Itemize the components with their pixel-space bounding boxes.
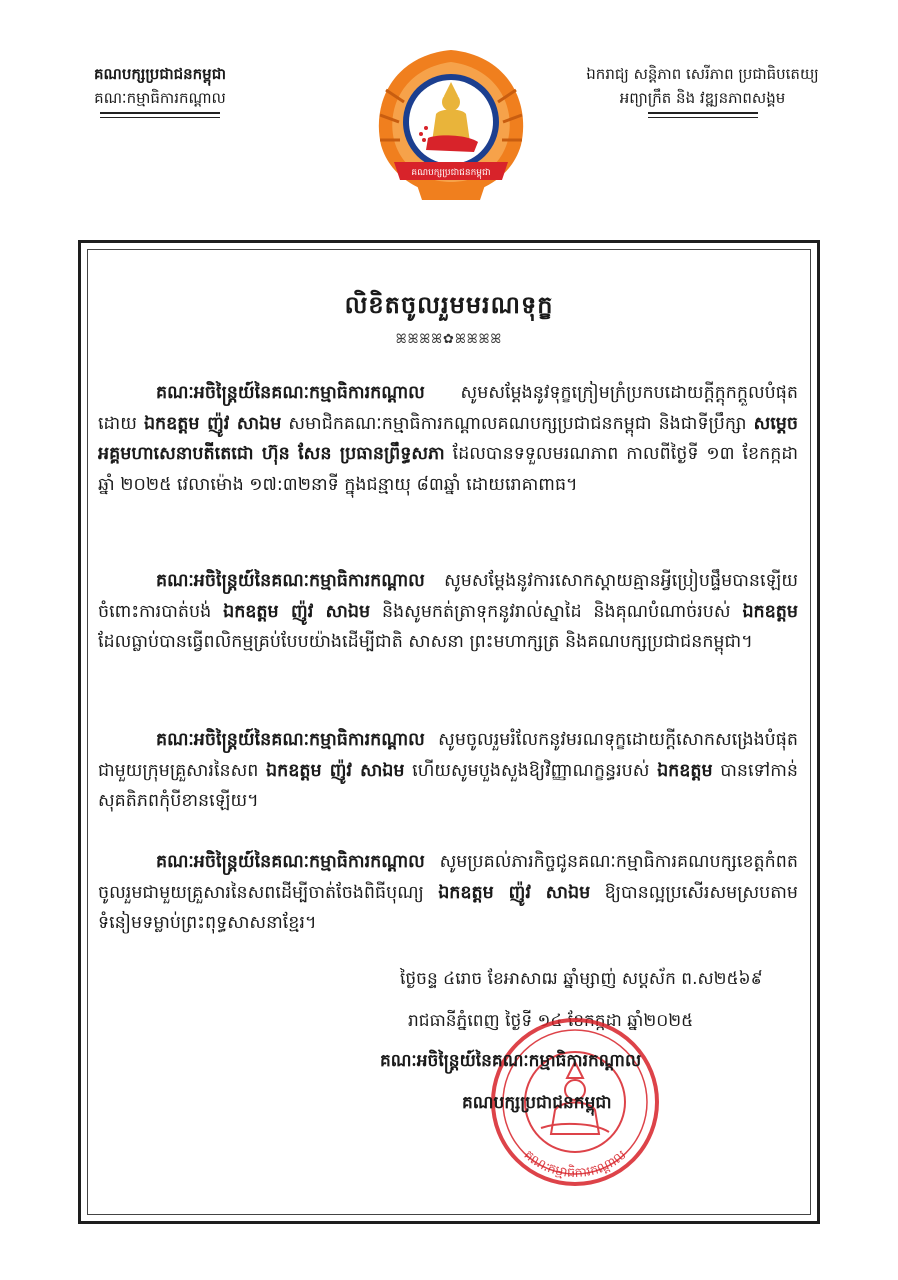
place-date: រាជធានីភ្នំពេញ ថ្ងៃទី ១៤ ខែកក្កដា ឆ្នាំ២០២៥ [408, 1011, 694, 1031]
paragraph-lead: គណៈអចិន្ត្រៃយ៍នៃគណៈកម្មាធិការកណ្តាល [156, 571, 425, 591]
deceased-name: ឯកឧត្តម ញ៉ូវ សាឯម [266, 760, 405, 781]
party-name: គណបក្សប្រជាជនកម្ពុជា [94, 65, 226, 83]
paragraph-lead: គណៈអចិន្ត្រៃយ៍នៃគណៈកម្មាធិការកណ្តាល [156, 383, 425, 403]
paragraph-3 [98, 725, 798, 817]
deceased-title: ឯកឧត្តម [657, 760, 713, 781]
title-ornament: ꕤꕤꕤꕤ✿ꕤꕤꕤꕤ [395, 332, 503, 347]
paragraph-4 [98, 847, 798, 939]
header-motto [555, 62, 850, 118]
header-right-rule [648, 112, 758, 114]
lunar-date: ថ្ងៃចន្ទ ៤រោច ខែអាសាឍ ឆ្នាំម្សាញ់ សប្តស័ក ព.ស២៥៦៩ [400, 969, 763, 989]
paragraph-text: សូមប្រគល់ភារកិច្ចជូនគណៈកម្មាធិការគណបក្សខេត្តកំពត ចូលរួមជាមួយគ្រួសារនៃសពដើម្បីចាត់ចែងពិធីបុណ្យ [98, 852, 798, 903]
paragraph-text: បានទៅកាន់សុគតិភពកុំបីខានឡើយ។ [98, 760, 798, 811]
deceased-name: ឯកឧត្តម ញ៉ូវ សាឯម [223, 601, 371, 622]
deceased-title: ឯកឧត្តម [742, 601, 798, 622]
header-party-name [60, 62, 260, 118]
logo-banner-text: គណបក្សប្រជាជនកម្ពុជា [411, 168, 491, 178]
paragraph-text: ដែលបានទទួលមរណភាព កាលពីថ្ងៃទី ១៣ ខែកក្កដា ឆ្នាំ ២០២៥ វេលាម៉ោង ១៧:៣២នាទី ក្នុងជន្មាយុ ៨៣ឆ្នាំ ដោយរោគាពាធ។ [98, 444, 798, 495]
paragraph-text: សូមសម្តែងនូវទុក្ខក្រៀមក្រំប្រកបដោយក្តីក្តុកក្តួលបំផុតដោយ [98, 383, 798, 434]
paragraph-text: និងសូមកត់ត្រាទុកនូវរាល់ស្នាដៃ និងគុណបំណាច់របស់ [370, 601, 743, 622]
party-logo [366, 30, 536, 205]
paragraph-lead: គណៈអចិន្ត្រៃយ៍នៃគណៈកម្មាធិការកណ្តាល [156, 730, 425, 750]
logo-base [416, 182, 486, 200]
senate-president-name: សម្តេចអគ្គមហាសេនាបតីតេជោ ហ៊ុន សែន ប្រធានព្រឹទ្ធសភា [98, 413, 798, 464]
seal-text: គណៈកម្មាធិការកណ្តាល [520, 1147, 630, 1182]
paragraph-2 [98, 566, 798, 658]
document-title: លិខិតចូលរួមមរណទុក្ខ [344, 291, 554, 319]
motto-line-2: អព្យាក្រឹត និង វឌ្ឍនភាពសង្គម [619, 89, 786, 107]
paragraph-text: ឱ្យបានល្អប្រសើរសមស្របតាមទំនៀមទម្លាប់ព្រះពុទ្ធសាសនាខ្មែរ។ [98, 882, 798, 933]
paragraph-text: សូមសម្តែងនូវការសោកស្តាយគ្មានអ្វីប្រៀបផ្ទឹមបានឡើយ ចំពោះការបាត់បង់ [98, 571, 798, 622]
paragraph-1 [98, 378, 798, 500]
deceased-name: ឯកឧត្តម ញ៉ូវ សាឯម [143, 413, 282, 434]
deceased-name: ឯកឧត្តម ញ៉ូវ សាឯម [438, 882, 591, 903]
signer-line-1: គណៈអចិន្ត្រៃយ៍នៃគណៈកម្មាធិការកណ្តាល [380, 1051, 642, 1071]
motto-line-1: ឯករាជ្យ សន្តិភាព សេរីភាព ប្រជាធិបតេយ្យ [586, 65, 819, 83]
signer-line-2: គណបក្សប្រជាជនកម្ពុជា [462, 1093, 612, 1113]
paragraph-lead: គណៈអចិន្ត្រៃយ៍នៃគណៈកម្មាធិការកណ្តាល [156, 852, 425, 872]
paragraph-text: ហើយសូមបួងសួងឱ្យវិញ្ញាណក្ខន្ធរបស់ [404, 760, 658, 781]
paragraph-text: ដែលធ្លាប់បានធ្វើពលិកម្មគ្រប់បែបយ៉ាងដើម្បីជាតិ សាសនា ព្រះមហាក្សត្រ និងគណបក្សប្រជាជនកម្ពុជា។ [98, 632, 753, 652]
paragraph-text: សមាជិកគណៈកម្មាធិការកណ្តាលគណបក្សប្រជាជនកម្ពុជា និងជាទីប្រឹក្សា [281, 413, 754, 434]
header-right-rule-thin [648, 117, 758, 118]
committee-name: គណៈកម្មាធិការកណ្តាល [94, 89, 226, 107]
header-left-rule [100, 112, 220, 114]
header-left-rule-thin [100, 117, 220, 118]
paragraph-text: សូមចូលរួមរំលែកនូវមរណទុក្ខដោយក្តីសោកសង្រេងបំផុតជាមួយក្រុមគ្រួសារនៃសព [98, 730, 798, 781]
